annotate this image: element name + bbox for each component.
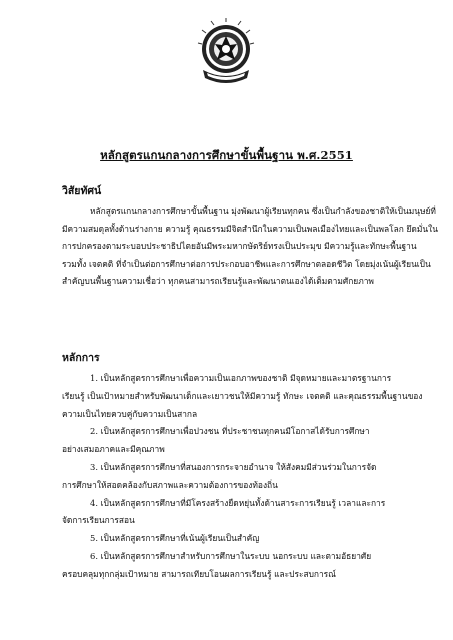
principle-line: 2. เป็นหลักสูตรการศึกษาเพื่อปวงชน ที่ประชาชนทุกคนมีโอกาสได้รับการศึกษา: [90, 426, 370, 437]
vision-line: รวมทั้ง เจตคติ ที่จำเป็นต่อการศึกษาต่อการประกอบอาชีพและการศึกษาตลอดชีวิต โดยมุ่งเน้นผู้เรียนเป็น: [62, 258, 431, 269]
vision-paragraph: [62, 203, 438, 291]
principle-line: 6. เป็นหลักสูตรการศึกษาสำหรับการศึกษาในระบบ นอกระบบ และตามอัธยาศัย: [90, 550, 372, 561]
vision-line: หลักสูตรแกนกลางการศึกษาขั้นพื้นฐาน มุ่งพัฒนาผู้เรียนทุกคน ซึ่งเป็นกำลังของชาติให้เป็นมนุษย์ที่: [90, 206, 436, 216]
vision-line: มีความสมดุลทั้งด้านร่างกาย ความรู้ คุณธรรมมีจิตสำนึกในความเป็นพลเมืองไทยและเป็นพลโลก ยึดมั่นใน: [62, 223, 438, 234]
principle-item-5: [62, 530, 392, 548]
principle-line: 1. เป็นหลักสูตรการศึกษาเพื่อความเป็นเอกภาพของชาติ มีจุดหมายและมาตรฐานการ: [90, 373, 392, 383]
principle-line: อย่างเสมอภาคและมีคุณภาพ: [62, 444, 165, 455]
university-seal-icon: [197, 18, 255, 90]
principles-list: [62, 370, 423, 584]
principle-line: 4. เป็นหลักสูตรการศึกษาที่มีโครงสร้างยืดหยุ่นทั้งด้านสาระการเรียนรู้ เวลาและการ: [90, 497, 386, 508]
document-title: หลักสูตรแกนกลางการศึกษาขั้นพื้นฐาน พ.ศ.2551: [100, 148, 353, 162]
principle-line: 5. เป็นหลักสูตรการศึกษาที่เน้นผู้เรียนเป็นสำคัญ: [90, 533, 260, 544]
principle-item-4: [62, 495, 392, 531]
principle-line: การศึกษาให้สอดคล้องกับสภาพและความต้องการของท้องถิ่น: [62, 479, 278, 490]
vision-line: สำคัญบนพื้นฐานความเชื่อว่า ทุกคนสามารถเรียนรู้และพัฒนาตนเองได้เต็มตามศักยภาพ: [62, 276, 374, 287]
principle-line: จัดการเรียนการสอน: [62, 515, 135, 526]
principle-line: ความเป็นไทยควบคู่กับความเป็นสากล: [62, 408, 198, 419]
principle-line: เรียนรู้ เป็นเป้าหมายสำหรับพัฒนาเด็กและเยาวชนให้มีความรู้ ทักษะ เจตคติ และคุณธรรมพื้นฐานของ: [62, 390, 423, 401]
principle-item-6: [62, 548, 392, 584]
vision-line: การปกครองตามระบอบประชาธิปไตยอันมีพระมหากษัตริย์ทรงเป็นประมุข มีความรู้และทักษะพื้นฐาน: [62, 241, 417, 252]
vision-heading: วิสัยทัศน์: [62, 185, 102, 197]
principle-item-2: [62, 423, 392, 459]
principle-line: 3. เป็นหลักสูตรการศึกษาที่สนองการกระจายอำนาจ ให้สังคมมีส่วนร่วมในการจัด: [90, 461, 377, 472]
principle-item-1: [62, 370, 423, 423]
principle-line: ครอบคลุมทุกกลุ่มเป้าหมาย สามารถเทียบโอนผลการเรียนรู้ และประสบการณ์: [62, 568, 336, 579]
principle-item-3: [62, 459, 392, 495]
principles-heading: หลักการ: [62, 352, 100, 364]
